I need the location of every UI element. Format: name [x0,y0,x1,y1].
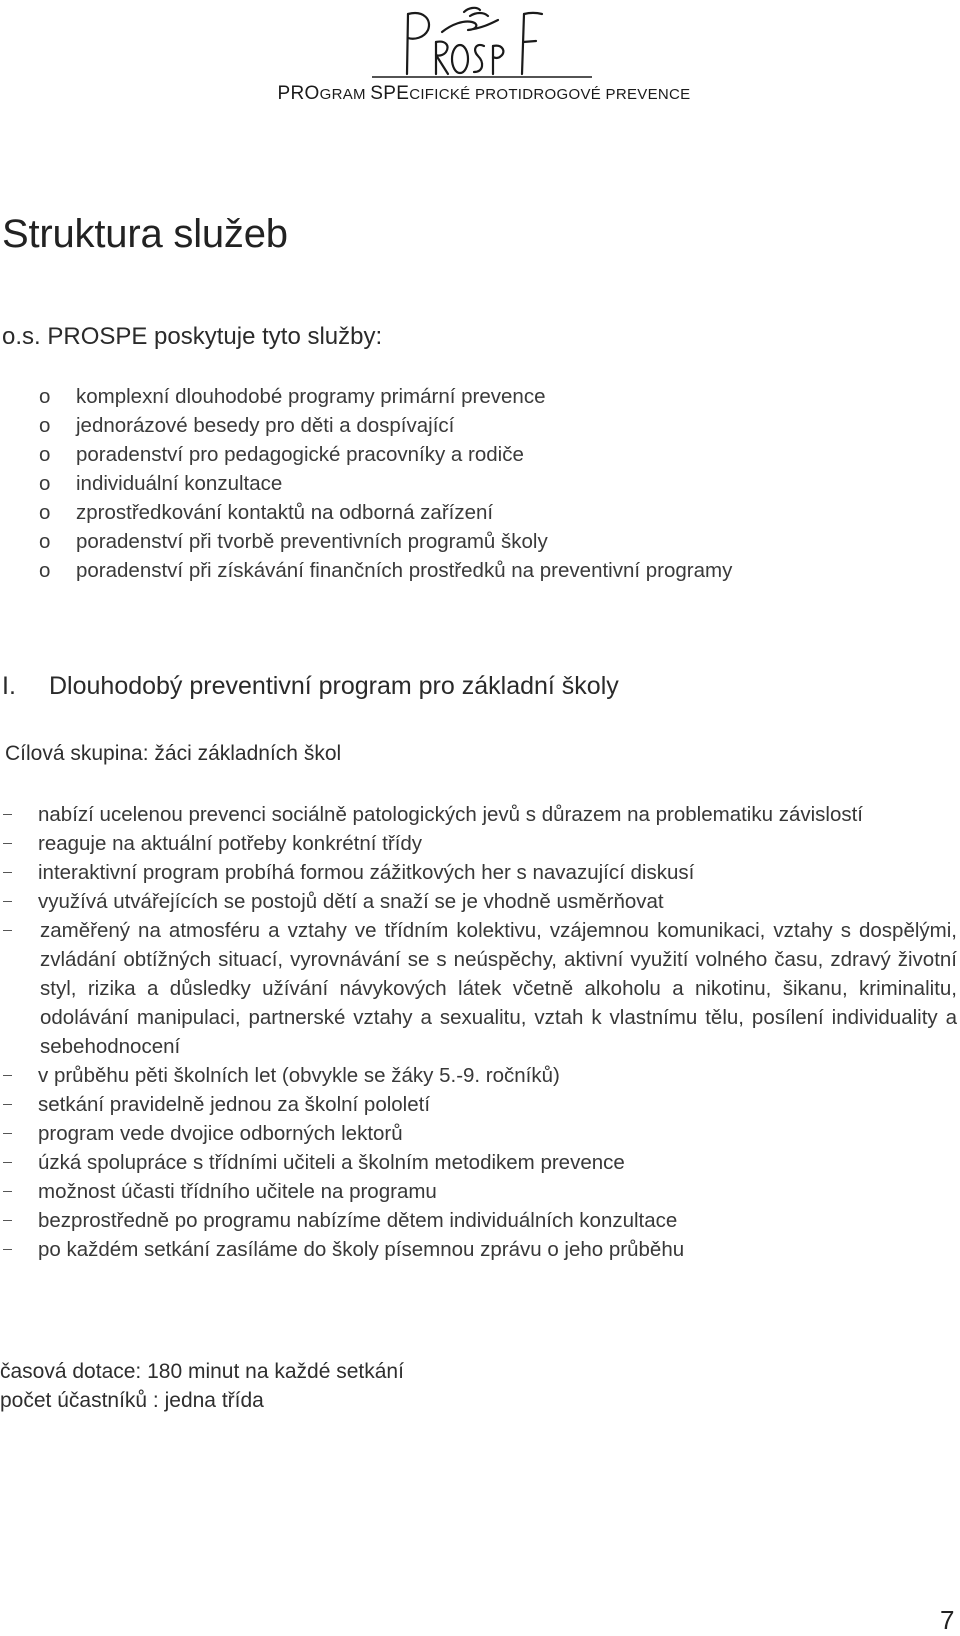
program-details [0,1357,404,1415]
dash-bullet [3,1104,12,1105]
dash-bullet [3,901,12,902]
program-features-list [0,800,957,1264]
list-item [0,887,957,916]
list-item [0,556,732,585]
subtitle-part: GRAM [319,86,371,103]
services-list [0,382,732,585]
list-item [0,1235,957,1264]
dash-bullet [3,1162,12,1163]
section-heading [2,672,619,701]
feature-text: zaměřený na atmosféru a vztahy ve třídním kolektivu, vzájemnou komunikaci, vztahy s dospělými, zvládání obtížných situací, vyrovnávání se s neúspěchy, aktivní využití volného času, zdravý životní styl, rizika a důsledky užívání návykových látek včetně alkoholu a nikotinu, šikanu, kriminalitu, odolávání manipulaci, partnerské vztahy a sexualitu, vztah k vlastnímu tělu, posílení individuality a sebehodnocení [40,919,957,1058]
list-item [0,1206,957,1235]
list-item [0,1090,957,1119]
bullet-marker: o [39,414,51,437]
list-item [0,858,957,887]
section-title-text: Dlouhodobý preventivní program pro základní školy [49,672,619,700]
subtitle-part: PRO [277,83,320,104]
participant-count: počet účastníků : jedna třída [0,1389,264,1412]
organization-subtitle [0,83,960,105]
subtitle-part: CIFICKÉ PROTIDROGOVÉ PREVENCE [409,86,691,103]
dash-bullet [3,843,12,844]
list-item [0,440,732,469]
dash-bullet [3,814,12,815]
feature-text: bezprostředně po programu nabízíme dětem individuálních konzultace [38,1209,678,1232]
bullet-marker: o [39,385,51,408]
feature-text: program vede dvojice odborných lektorů [38,1122,403,1145]
service-label: jednorázové besedy pro děti a dospívající [76,414,455,437]
prospe-logo [372,2,592,84]
dash-bullet [3,930,12,931]
list-item [0,527,732,556]
dash-bullet [3,872,12,873]
list-item [0,1148,957,1177]
feature-text: úzká spolupráce s třídními učiteli a školním metodikem prevence [38,1151,625,1174]
list-item [0,829,957,858]
feature-text: interaktivní program probíhá formou zážitkových her s navazující diskusí [38,861,695,884]
feature-text: po každém setkání zasíláme do školy písemnou zprávu o jeho průběhu [38,1238,685,1261]
service-label: poradenství při získávání finančních prostředků na preventivní programy [76,559,733,582]
list-item [0,1061,957,1090]
feature-text: setkání pravidelně jednou za školní pololetí [38,1093,431,1116]
dash-bullet [3,1133,12,1134]
page-number: 7 [940,1605,955,1635]
section-number: I. [2,672,16,700]
feature-text: reaguje na aktuální potřeby konkrétní třídy [38,832,423,855]
bullet-marker: o [39,443,51,466]
header-logo-block [0,0,960,104]
bullet-marker: o [39,501,51,524]
list-item [0,498,732,527]
list-item [0,800,957,829]
subtitle-part: SPE [370,83,410,104]
service-label: poradenství pro pedagogické pracovníky a rodiče [76,443,524,466]
service-label: zprostředkování kontaktů na odborná zařízení [76,501,494,524]
list-item [0,916,957,1061]
feature-text: v průběhu pěti školních let (obvykle se žáky 5.-9. ročníků) [38,1064,560,1087]
list-item [0,469,732,498]
target-group: Cílová skupina: žáci základních škol [5,742,342,765]
service-label: individuální konzultace [76,472,283,495]
list-item [0,1177,957,1206]
list-item [0,382,732,411]
list-item [0,411,732,440]
feature-text: nabízí ucelenou prevenci sociálně patologických jevů s důrazem na problematiku závislostí [38,803,864,826]
feature-text: možnost účasti třídního učitele na programu [38,1180,437,1203]
service-label: komplexní dlouhodobé programy primární prevence [76,385,546,408]
page-title: Struktura služeb [2,212,288,256]
bullet-marker: o [39,530,51,553]
time-allocation: časová dotace: 180 minut na každé setkání [0,1360,404,1383]
intro-text: o.s. PROSPE poskytuje tyto služby: [2,323,383,350]
feature-text: využívá utvářejících se postojů dětí a snaží se je vhodně usměrňovat [38,890,664,913]
dash-bullet [3,1220,12,1221]
dash-bullet [3,1075,12,1076]
dash-bullet [3,1191,12,1192]
dash-bullet [3,1249,12,1250]
list-item [0,1119,957,1148]
service-label: poradenství při tvorbě preventivních programů školy [76,530,548,553]
bullet-marker: o [39,559,51,582]
bullet-marker: o [39,472,51,495]
